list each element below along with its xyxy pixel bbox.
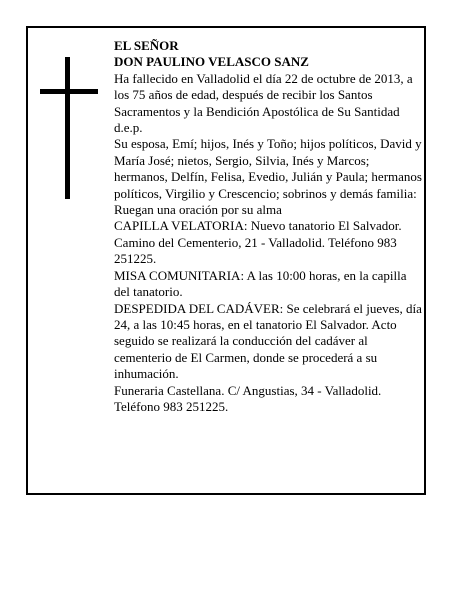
notice-title: EL SEÑOR xyxy=(114,38,179,53)
notice-body xyxy=(114,38,424,415)
funeral-home-info: Funeraria Castellana. C/ Angustias, 34 - Valladolid. Teléfono 983 251225. xyxy=(114,382,382,414)
wake-chapel-info: CAPILLA VELATORIA: Nuevo tanatorio El Salvador. Camino del Cementerio, 21 - Valladolid. Teléfono 983 251225. xyxy=(114,218,402,267)
farewell-info: DESPEDIDA DEL CADÁVER: Se celebrará el jueves, día 24, a las 10:45 horas, en el tanatorio El Salvador. Acto seguido se realizará la conducción del cadáver al cementerio de El Carmen, donde se procederá a su inhumación. xyxy=(114,300,422,382)
cross-icon xyxy=(40,57,100,199)
cross-vertical-bar xyxy=(65,57,70,199)
family-list: Su esposa, Emí; hijos, Inés y Toño; hijos políticos, David y María José; nietos, Sergio, Silvia, Inés y Marcos; hermanos, Delfín, Felisa, Evedio, Julián y Paula; hermanos políticos, Virgilio y Crescencio; sobrinos y demás familia: xyxy=(114,136,422,201)
death-announcement: Ha fallecido en Valladolid el día 22 de octubre de 2013, a los 75 años de edad, después de recibir los Santos Sacramentos y la Bendición Apostólica de Su Santidad d.e.p. xyxy=(114,70,413,136)
mass-info: MISA COMUNITARIA: A las 10:00 horas, en la capilla del tanatorio. xyxy=(114,267,407,300)
obituary-notice xyxy=(26,26,426,495)
cross-horizontal-bar xyxy=(40,89,98,94)
prayer-request: Ruegan una oración por su alma xyxy=(114,202,282,218)
deceased-name: DON PAULINO VELASCO SANZ xyxy=(114,54,309,70)
